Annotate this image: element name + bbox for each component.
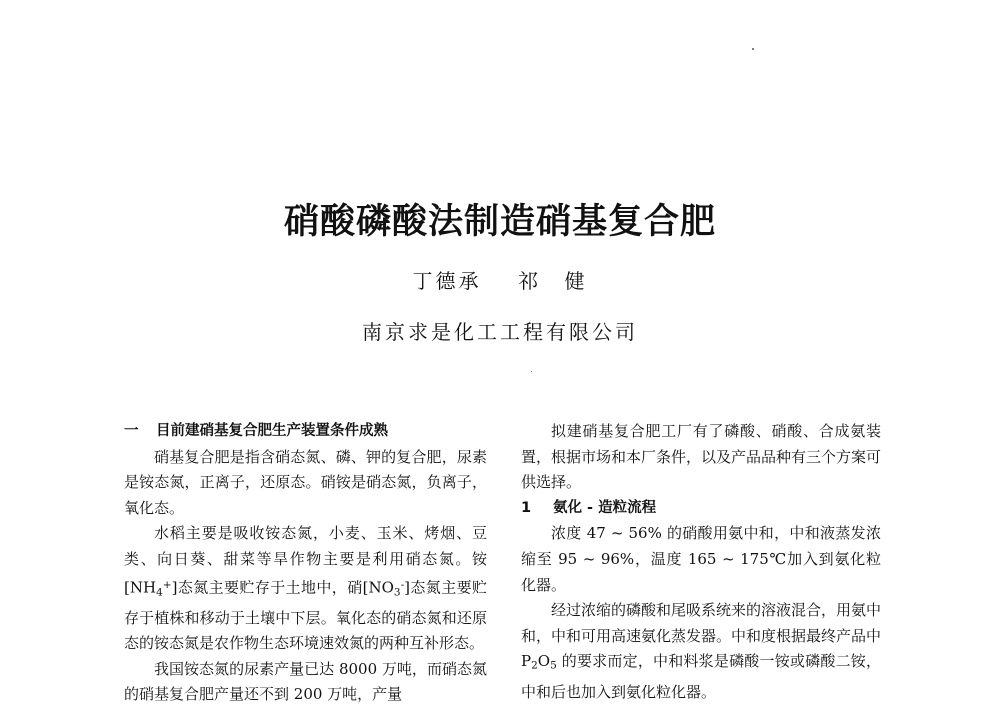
section-heading (124, 419, 487, 445)
body-paragraph: 浓度 47 ~ 56% 的硝酸用氨中和，中和液蒸发浓缩至 95 ~ 96%，温度 165 ~ 175℃加入到氨化粒化器。 (521, 524, 881, 594)
subsection-number: 1 (521, 499, 532, 516)
body-paragraph: 我国铵态氮的尿素产量已达 8000 万吨，而硝态氮的硝基复合肥产量还不到 200 万吨，产量 (124, 659, 487, 704)
body-paragraph: 经过浓缩的磷酸和尾吸系统来的溶液混合，用氨中和，中和可用高速氨化蒸发器。中和度根据最终产品中 $P_2O_5$ 的要求而定，中和料浆是磷酸一铵或磷酸二铵，中和后也加入到氨化粒化器。 (521, 601, 882, 701)
author-name: 丁德承 (412, 269, 482, 293)
subsection-heading (521, 496, 881, 522)
author-list (0, 267, 1000, 295)
scan-speck (752, 48, 754, 50)
right-column (521, 419, 881, 705)
body-paragraph: 水稻主要是吸收铵态氮，小麦、玉米、烤烟、豆类、向日葵、甜菜等旱作物主要是利用硝态氮。铵$[NH_4^+]$态氮主要贮存于土地中，硝$[NO_3^-]$态氮主要贮存于植株和移动于土壤中下层。氧化态的硝态氮和还原态的铵态氮是农作物生态环境速效氮的两种互补形态。 (124, 524, 487, 653)
paper-title: 硝酸磷酸法制造硝基复合肥 (283, 202, 716, 242)
author-name: 祁 健 (518, 269, 588, 293)
body-paragraph: 拟建硝基复合肥工厂有了磷酸、硝酸、合成氨装置，根据市场和本厂条件，以及产品品种有三个方案可供选择。 (521, 422, 882, 492)
left-column (124, 419, 487, 708)
author-affiliation: 南京求是化工工程有限公司 (362, 320, 638, 344)
scan-speck (531, 371, 532, 372)
subsection-title: 氨化 - 造粒流程 (553, 499, 657, 516)
body-paragraph: 硝基复合肥是指含硝态氮、磷、钾的复合肥，尿素是铵态氮，正离子，还原态。硝铵是硝态氮，负离子，氧化态。 (124, 447, 487, 517)
section-number: 一 (124, 423, 139, 439)
section-title: 目前建硝基复合肥生产装置条件成熟 (156, 423, 388, 439)
